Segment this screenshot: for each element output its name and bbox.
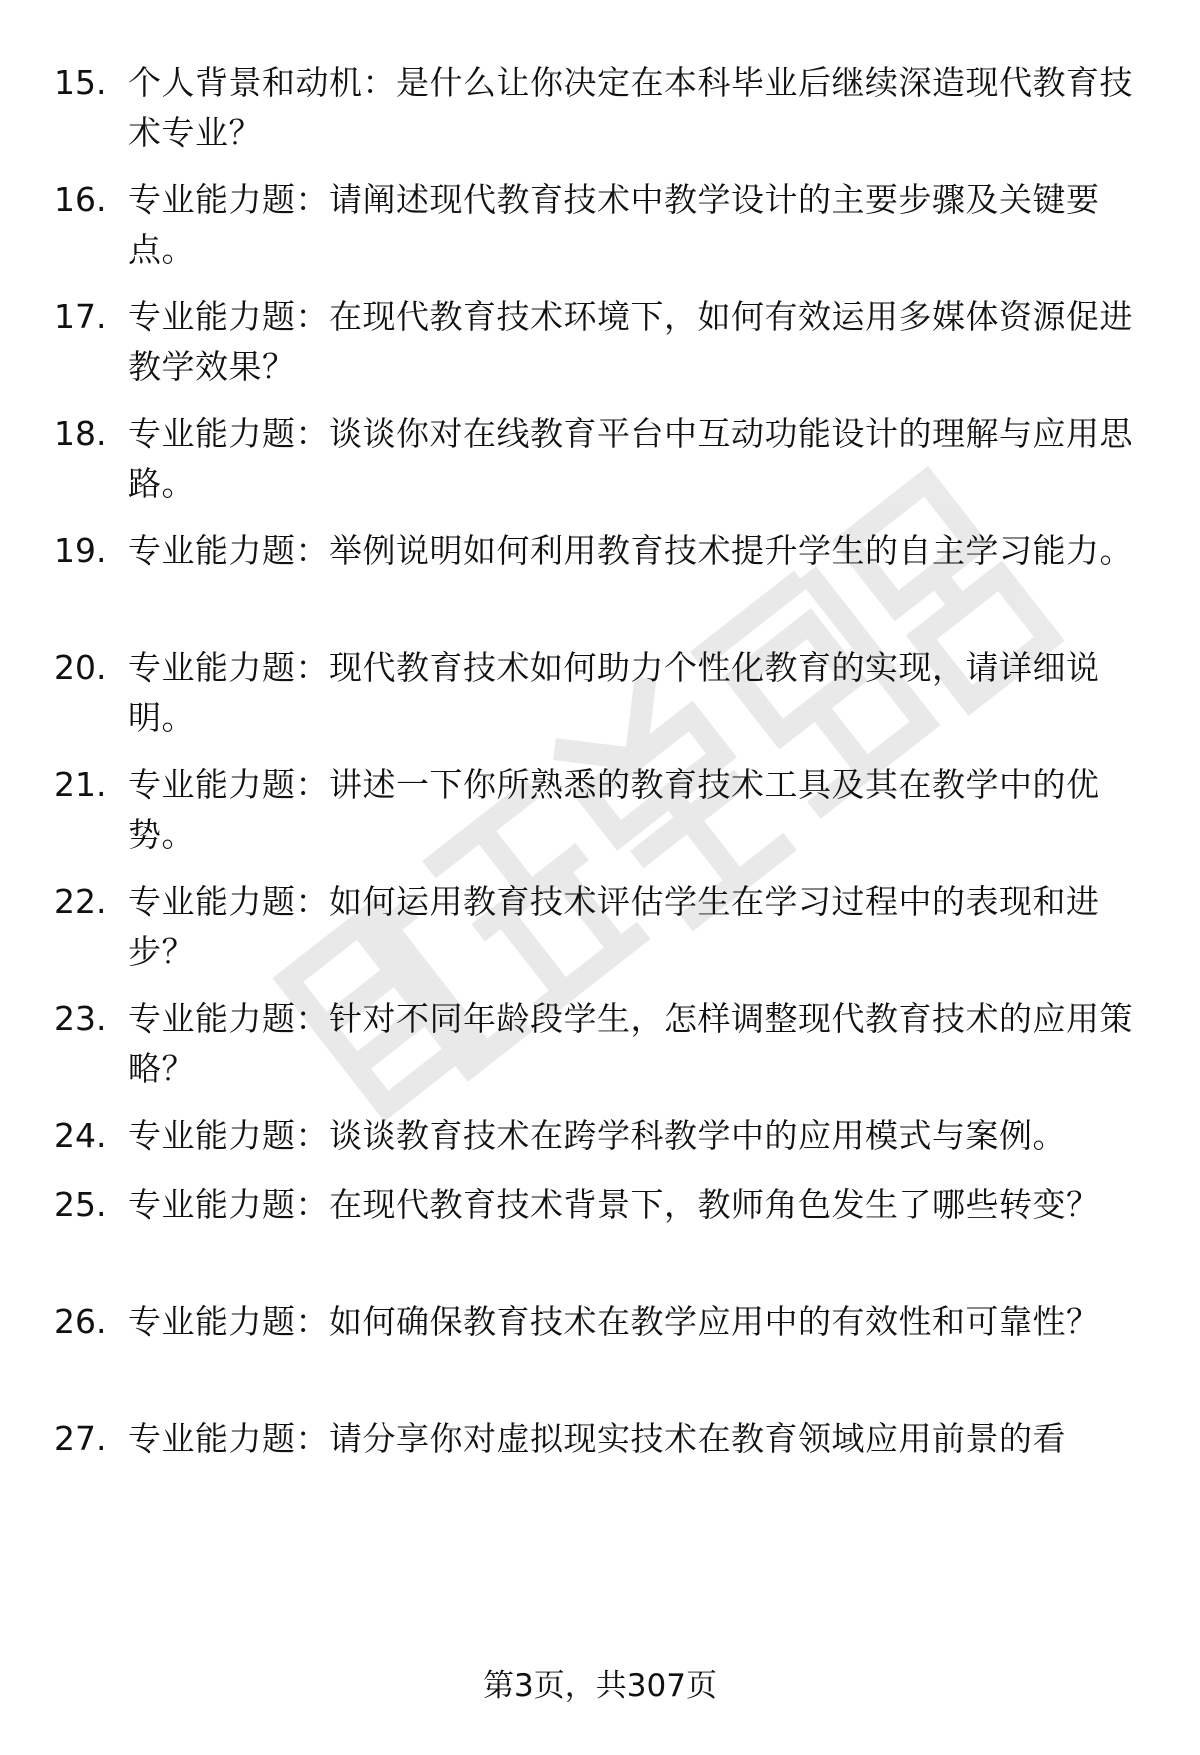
question-text: 专业能力题：讲述一下你所熟悉的教育技术工具及其在教学中的优势。 xyxy=(128,765,1100,854)
question-number: 20. xyxy=(54,648,107,687)
question-number: 24. xyxy=(54,1116,107,1155)
question-number: 17. xyxy=(54,297,107,336)
page-number-footer: 第3页，共307页 xyxy=(483,1668,717,1704)
question-number: 26. xyxy=(54,1302,107,1341)
question-text: 专业能力题：如何运用教育技术评估学生在学习过程中的表现和进步？ xyxy=(128,882,1100,971)
question-number: 15. xyxy=(54,63,107,102)
question-number: 27. xyxy=(54,1419,107,1458)
question-text: 专业能力题：现代教育技术如何助力个性化教育的实现，请详细说明。 xyxy=(128,648,1100,737)
question-number: 23. xyxy=(54,999,107,1038)
question-text: 专业能力题：请阐述现代教育技术中教学设计的主要步骤及关键要点。 xyxy=(128,180,1100,269)
question-number: 21. xyxy=(54,765,107,804)
question-number: 25. xyxy=(54,1185,107,1224)
question-text: 专业能力题：针对不同年龄段学生，怎样调整现代教育技术的应用策略？ xyxy=(128,999,1133,1088)
question-text: 专业能力题：在现代教育技术环境下，如何有效运用多媒体资源促进教学效果？ xyxy=(128,297,1133,386)
question-text: 专业能力题：如何确保教育技术在教学应用中的有效性和可靠性？ xyxy=(128,1302,1100,1341)
question-text: 专业能力题：举例说明如何利用教育技术提升学生的自主学习能力。 xyxy=(128,531,1133,570)
question-text: 专业能力题：谈谈你对在线教育平台中互动功能设计的理解与应用思路。 xyxy=(128,414,1133,503)
question-number: 19. xyxy=(54,531,107,570)
question-number: 18. xyxy=(54,414,107,453)
question-number: 22. xyxy=(54,882,107,921)
question-text: 专业能力题：在现代教育技术背景下，教师角色发生了哪些转变？ xyxy=(128,1185,1100,1224)
question-text: 专业能力题：请分享你对虚拟现实技术在教育领域应用前景的看 xyxy=(128,1419,1066,1458)
question-text: 专业能力题：谈谈教育技术在跨学科教学中的应用模式与案例。 xyxy=(128,1116,1066,1155)
question-number: 16. xyxy=(54,180,107,219)
question-text: 个人背景和动机：是什么让你决定在本科毕业后继续深造现代教育技术专业？ xyxy=(128,63,1133,152)
